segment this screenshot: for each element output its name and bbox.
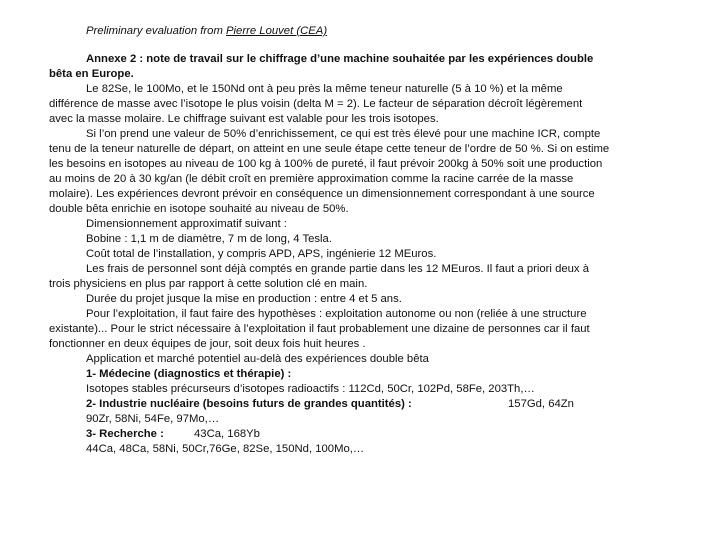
personnel-costs-line-1: Les frais de personnel sont déjà comptés en grande partie dans les 12 MEuros. Il faut a priori deux à (86, 263, 590, 275)
annexe-heading-line-2: bêta en Europe. (49, 68, 134, 80)
total-cost: Coût total de l’installation, y compris APD, APS, ingénierie 12 MEuros. (86, 248, 437, 260)
para2-line-5: molaire). Les expériences devront prévoir en conséquence un dimensionnement correspondant à une source (49, 188, 595, 200)
medicine-isotopes: Isotopes stables précurseurs d’isotopes radioactifs : 112Cd, 50Cr, 102Pd, 58Fe, 203Th,… (86, 383, 535, 395)
para2-line-1: Si l’on prend une valeur de 50% d’enrichissement, ce qui est très élevé pour une machine ICR, compte (86, 128, 601, 140)
research-isotopes-a: 43Ca, 168Yb (194, 428, 260, 440)
nuclear-isotopes-a: 157Gd, 64Zn (508, 398, 574, 410)
research-heading: 3- Recherche : (86, 428, 164, 440)
nuclear-industry-heading: 2- Industrie nucléaire (besoins futurs de grandes quantités) : (86, 398, 412, 410)
para1-line-2: différence de masse avec l’isotope le plus voisin (delta M = 2). Le facteur de séparation décroît légèrement (49, 98, 583, 110)
annexe-heading-line-1: Annexe 2 : note de travail sur le chiffrage d’une machine souhaitée par les expériences double (86, 53, 594, 65)
dimensioning-heading: Dimensionnement approximatif suivant : (86, 218, 287, 230)
market-intro: Application et marché potentiel au-delà des expériences double bêta (86, 353, 429, 365)
nuclear-isotopes-b: 90Zr, 58Ni, 54Fe, 97Mo,… (86, 413, 220, 425)
title-author: Pierre Louvet (CEA) (226, 25, 328, 37)
document-title (86, 25, 327, 38)
para1-line-3: avec la masse molaire. Le chiffrage suivant est valable pour les trois isotopes. (49, 113, 439, 125)
research-isotopes-b: 44Ca, 48Ca, 58Ni, 50Cr,76Ge, 82Se, 150Nd, 100Mo,… (86, 443, 365, 455)
project-duration: Durée du projet jusque la mise en production : entre 4 et 5 ans. (86, 293, 402, 305)
para1-line-1: Le 82Se, le 100Mo, et le 150Nd ont à peu près la même teneur naturelle (5 à 10 %) et la même (86, 83, 563, 95)
personnel-costs-line-2: trois physiciens en plus par rapport à cette solution clé en main. (49, 278, 368, 290)
exploitation-line-1: Pour l’exploitation, il faut faire des hypothèses : exploitation autonome ou non (reliée à une structure (86, 308, 587, 320)
para2-line-6: double bêta enrichie en isotope souhaité au niveau de 50%. (49, 203, 349, 215)
para2-line-4: au moins de 20 à 30 kg/an (le débit croît en première approximation comme la racine carrée de la masse (49, 173, 574, 185)
title-prefix: Preliminary evaluation from (86, 25, 227, 37)
exploitation-line-3: fonctionner en deux équipes de jour, soit deux fois huit heures . (49, 338, 366, 350)
para2-line-2: tenu de la teneur naturelle de départ, on atteint en une seule étape cette teneur de l’ordre de 50 %. Si on estime (49, 143, 610, 155)
bobine-spec: Bobine : 1,1 m de diamètre, 7 m de long, 4 Tesla. (86, 233, 332, 245)
exploitation-line-2: existante)... Pour le strict nécessaire à l’exploitation il faut probablement une dizaine de personnes car il faut (49, 323, 590, 335)
medicine-heading: 1- Médecine (diagnostics et thérapie) : (86, 368, 292, 380)
para2-line-3: les besoins en isotopes au niveau de 100 kg à 100% de pureté, il faut prévoir 200kg à 50% soit une production (49, 158, 603, 170)
